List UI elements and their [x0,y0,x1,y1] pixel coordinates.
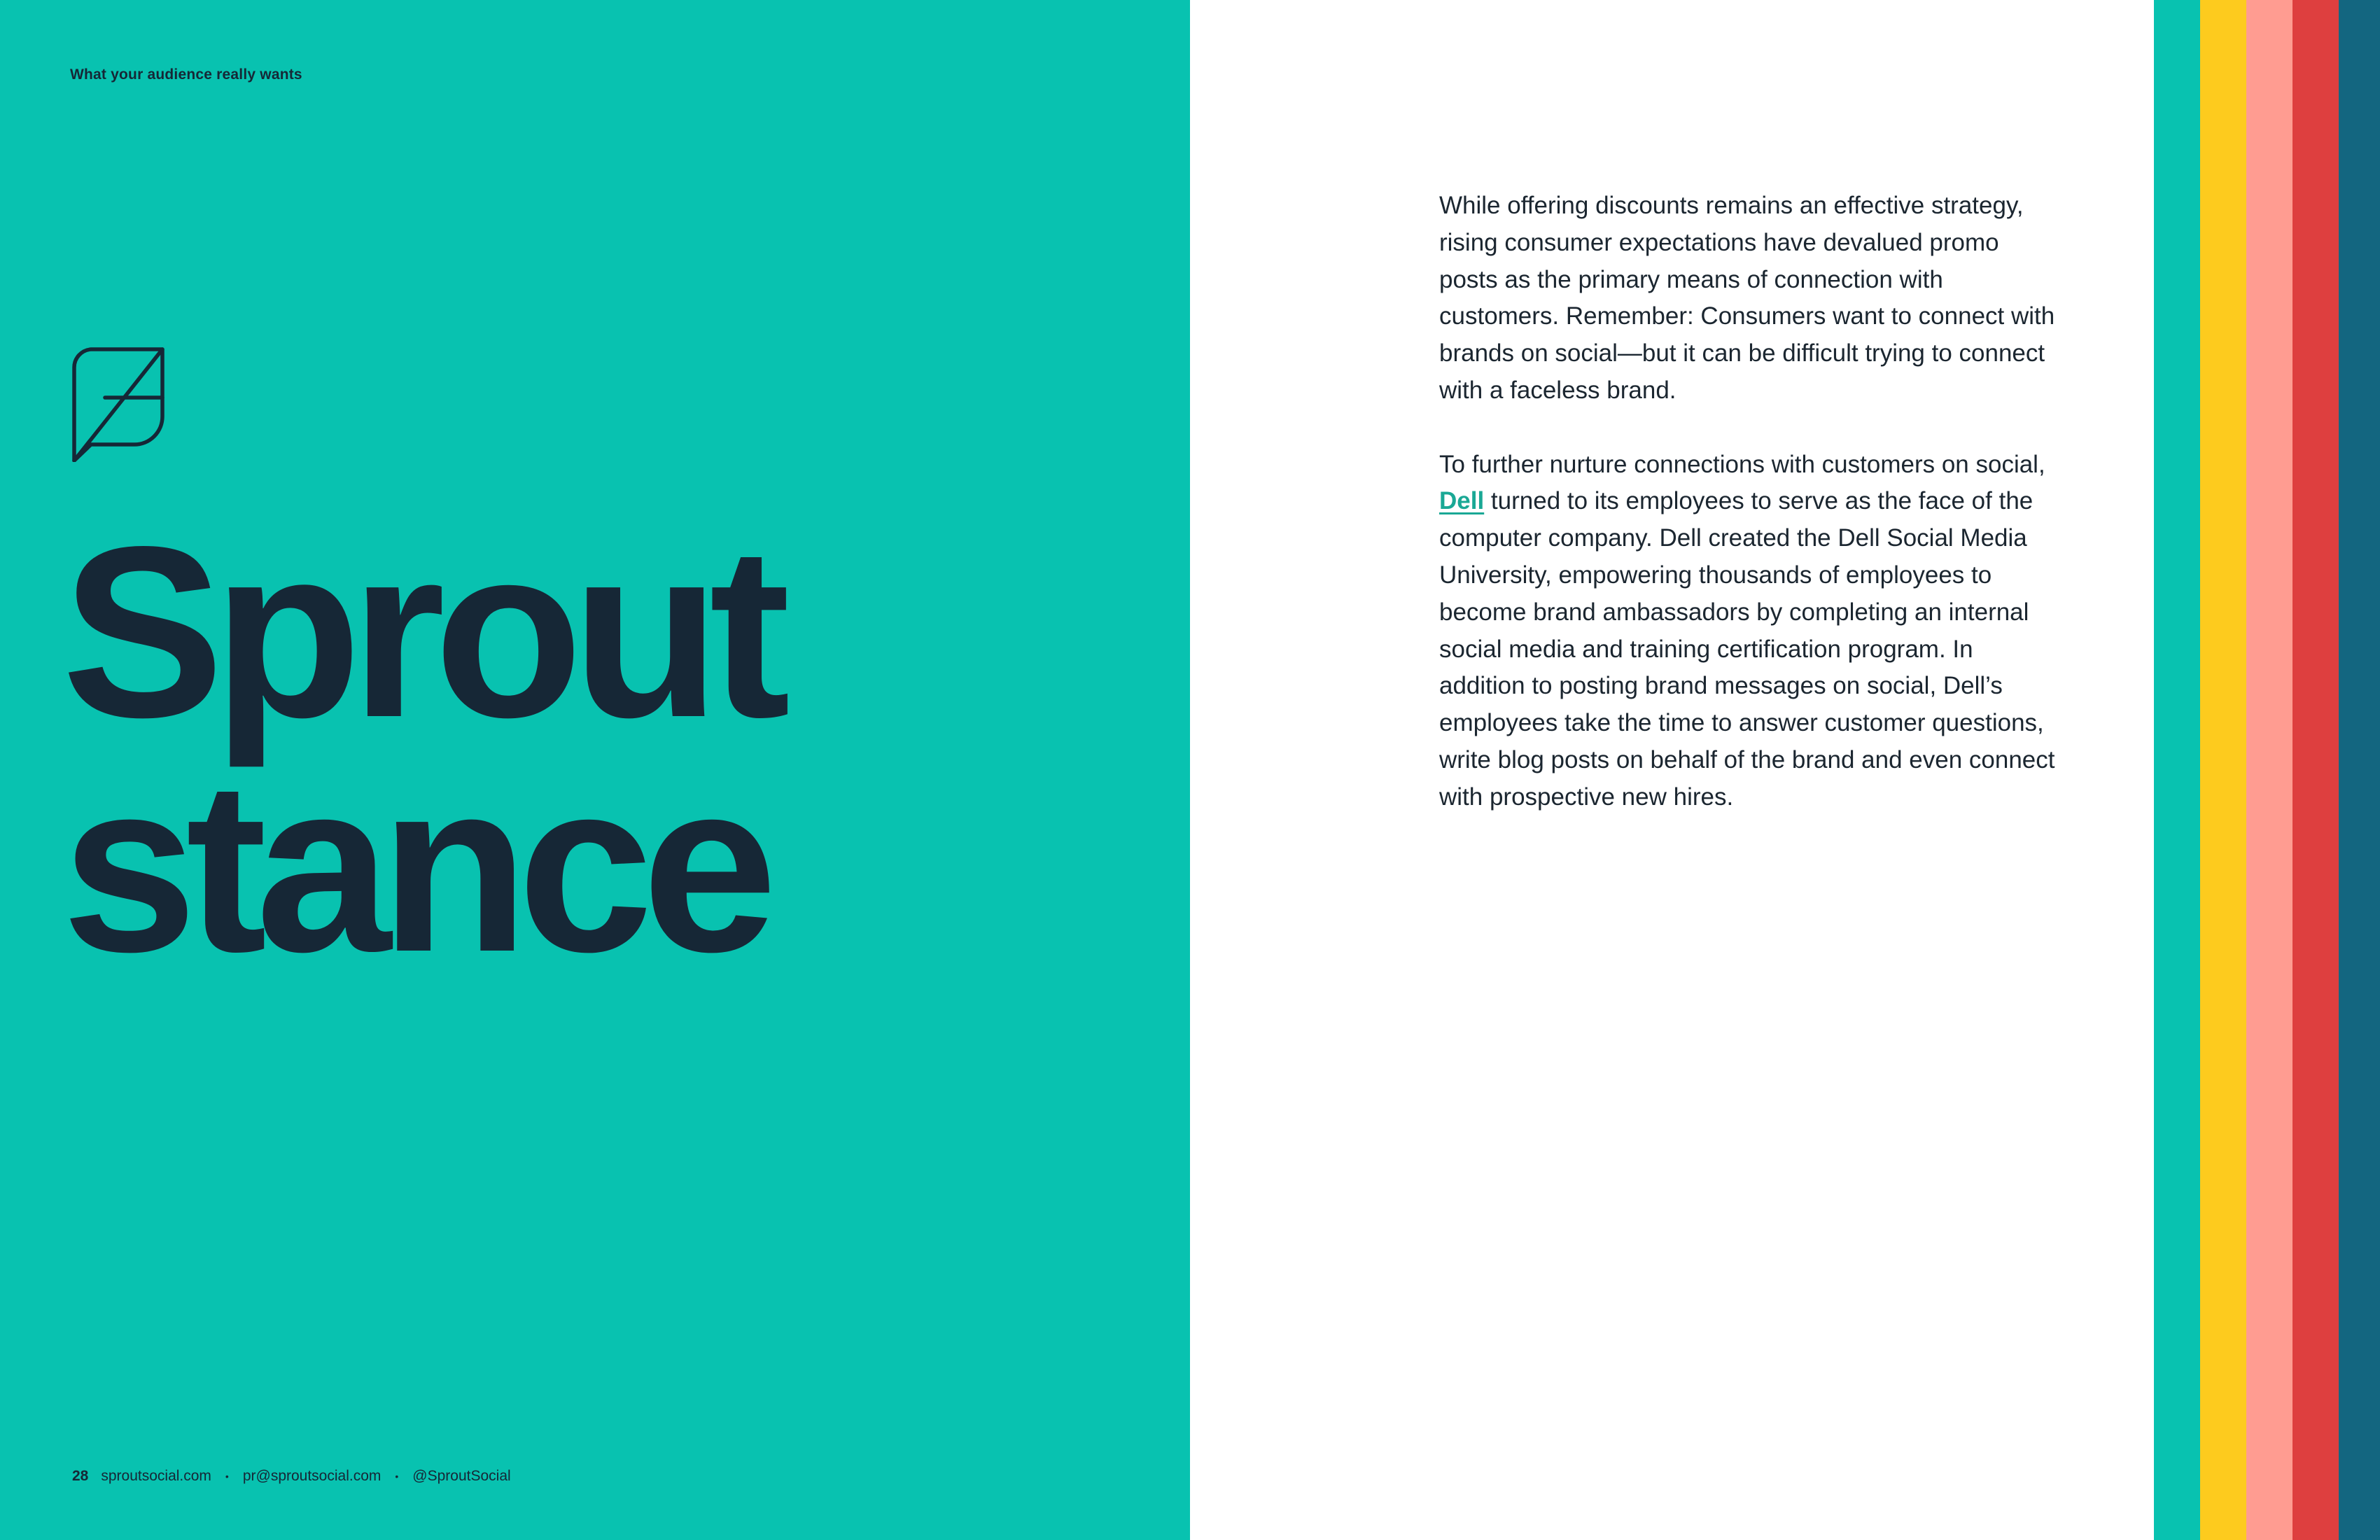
headline-line-2: stance [62,730,766,1002]
paragraph-2-rest: turned to its employees to serve as the face of the computer company. Dell created the Dell Social Media University, empowering thousands of employees to become brand ambassadors by completing an internal social media and training certification program. In addition to posting brand messages on social, Dell’s employees take the time to answer customer questions, write blog posts on behalf of the brand and even connect with prospective new hires. [1439,487,2055,811]
paragraph-2-lead: To further nurture connections with customers on social, [1439,450,2045,478]
stripe-yellow [2200,0,2246,1540]
footer-handle-link[interactable]: @SproutSocial [412,1468,511,1484]
paragraph-1: While offering discounts remains an effective strategy, rising consumer expectations have devalued promo posts as the primary means of connection with customers. Remember: Consumers want to connect with brands on social—but it can be difficult trying to connect with a faceless brand. [1439,192,2055,404]
footer-website-link[interactable]: sproutsocial.com [101,1468,211,1484]
headline-line-1: Sprout [62,496,780,768]
stripe-red [2292,0,2339,1540]
headline [62,496,780,1002]
footer-separator: • [225,1471,229,1482]
sprout-leaf-icon [70,346,168,462]
stripe-pink [2246,0,2292,1540]
body-text [1439,188,2055,853]
paragraph-2 [1439,447,2055,816]
footer-email-link[interactable]: pr@sproutsocial.com [242,1468,382,1484]
section-label: What your audience really wants [70,66,302,83]
footer-separator: • [395,1471,399,1482]
stripe-teal [2154,0,2200,1540]
stripe-navy [2339,0,2380,1540]
decorative-stripes [2154,0,2380,1540]
page-number: 28 [72,1468,89,1484]
dell-link[interactable]: Dell [1439,487,1485,515]
page-footer [72,1468,511,1485]
